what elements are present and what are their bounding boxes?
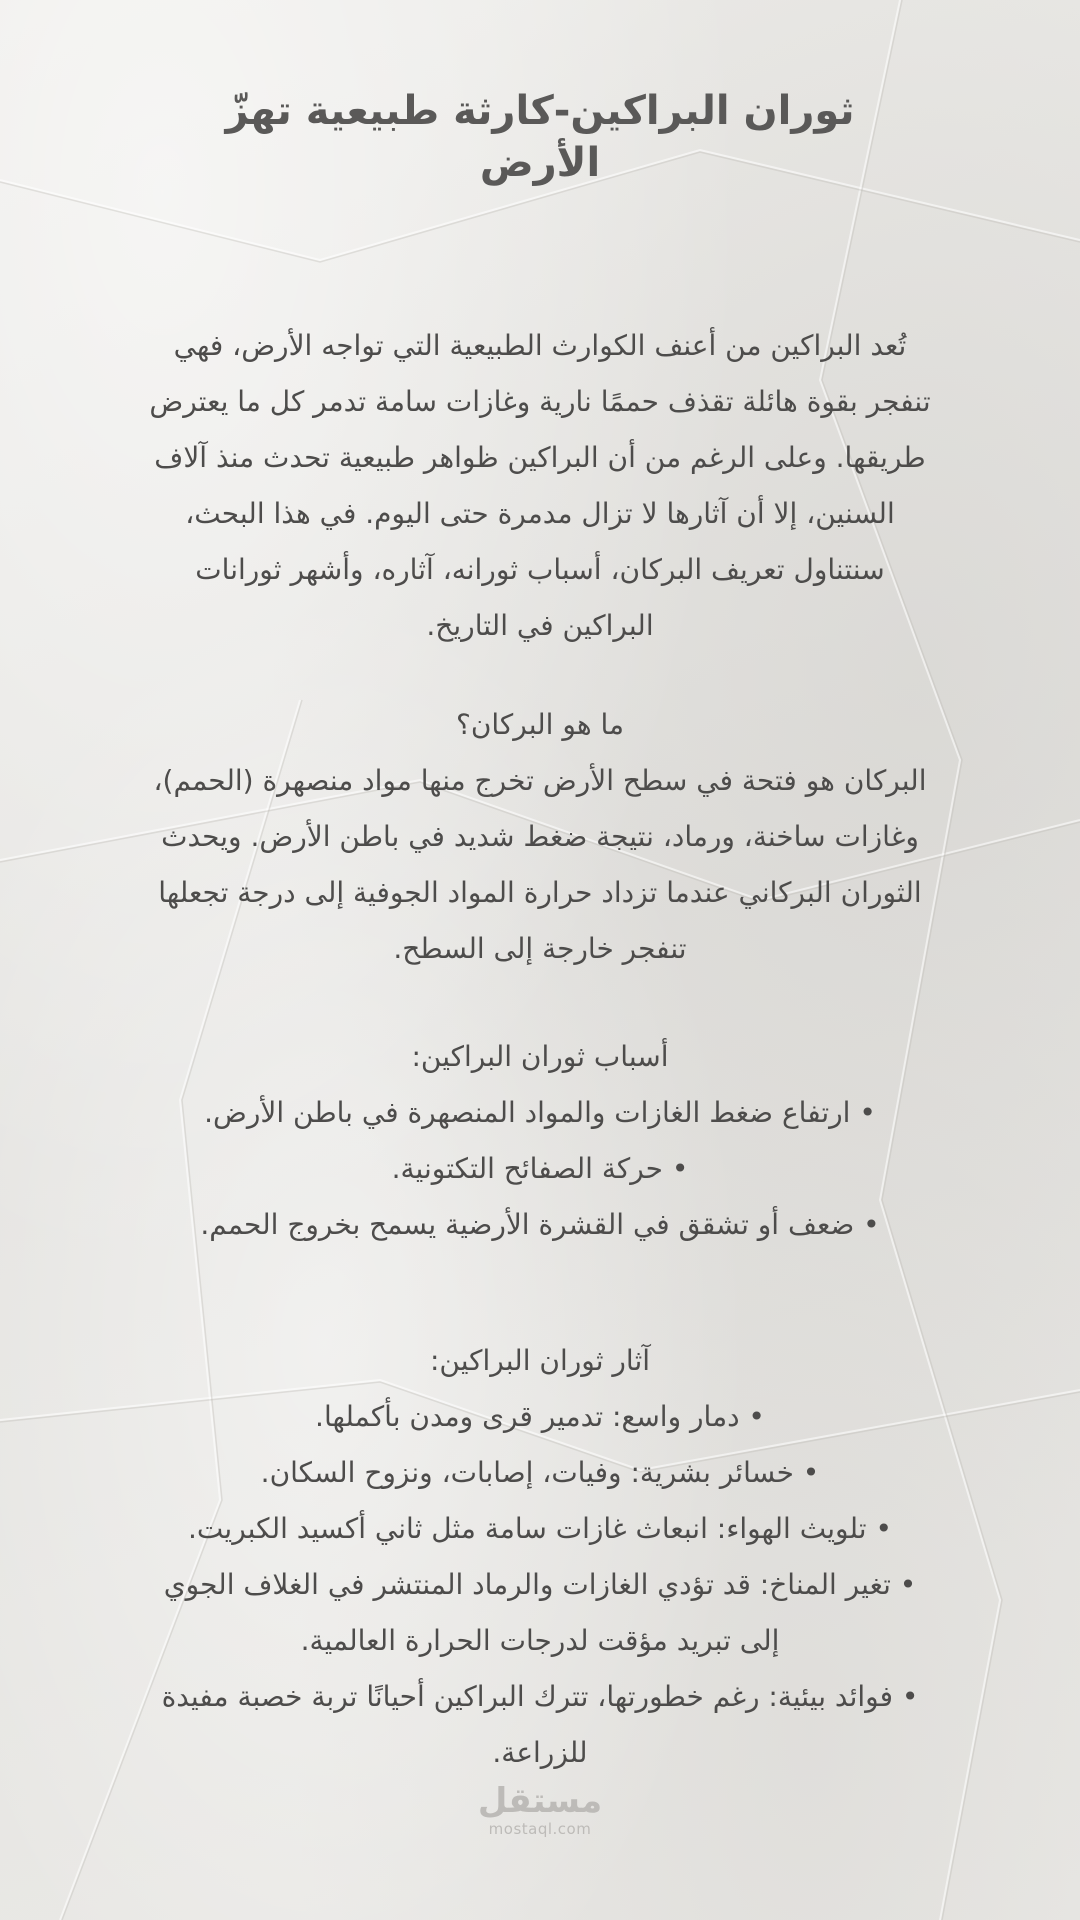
watermark-latin: mostaql.com	[488, 1820, 592, 1838]
definition-line: وغازات ساخنة، ورماد، نتيجة ضغط شديد في باطن الأرض. ويحدث	[161, 820, 919, 853]
intro-line: طريقها. وعلى الرغم من أن البراكين ظواهر طبيعية تحدث منذ آلاف	[154, 441, 926, 474]
intro-line: تنفجر بقوة هائلة تقذف حممًا نارية وغازات سامة تدمر كل ما يعترض	[149, 385, 931, 418]
definition-heading: ما هو البركان؟	[455, 708, 625, 741]
causes-heading: أسباب ثوران البراكين:	[411, 1040, 669, 1073]
intro-line: البراكين في التاريخ.	[426, 609, 654, 642]
definition-line: الثوران البركاني عندما تزداد حرارة المواد الجوفية إلى درجة تجعلها	[158, 876, 922, 909]
effects-list-item: • دمار واسع: تدمير قرى ومدن بأكملها.	[315, 1400, 765, 1433]
definition-line: البركان هو فتحة في سطح الأرض تخرج منها مواد منصهرة (الحمم)،	[153, 764, 927, 797]
intro-paragraph	[34, 318, 1046, 654]
causes-list-item: • ضعف أو تشقق في القشرة الأرضية يسمح بخروج الحمم.	[200, 1208, 880, 1241]
title-line: ثوران البراكين-كارثة طبيعية تهزّ	[225, 88, 855, 134]
effects-list-item: للزراعة.	[492, 1736, 588, 1769]
effects-section	[34, 1333, 1046, 1781]
watermark-arabic: مستقل	[477, 1781, 603, 1821]
causes-section	[34, 1029, 1046, 1253]
effects-list-item: • خسائر بشرية: وفيات، إصابات، ونزوح السكان.	[260, 1456, 820, 1489]
article-title	[120, 85, 960, 189]
intro-line: السنين، إلا أن آثارها لا تزال مدمرة حتى اليوم. في هذا البحث،	[185, 497, 895, 530]
intro-line: سنتناول تعريف البركان، أسباب ثورانه، آثاره، وأشهر ثورانات	[195, 553, 885, 586]
effects-list-item: إلى تبريد مؤقت لدرجات الحرارة العالمية.	[300, 1624, 780, 1657]
effects-heading: آثار ثوران البراكين:	[429, 1344, 651, 1377]
causes-list-item: • ارتفاع ضغط الغازات والمواد المنصهرة في باطن الأرض.	[204, 1096, 876, 1129]
definition-section	[34, 697, 1046, 977]
title-line: الأرض	[479, 140, 601, 186]
mostaql-watermark	[460, 1782, 620, 1838]
effects-list-item: • تغير المناخ: قد تؤدي الغازات والرماد المنتشر في الغلاف الجوي	[163, 1568, 917, 1601]
definition-line: تنفجر خارجة إلى السطح.	[393, 932, 687, 965]
effects-list-item: • تلويث الهواء: انبعاث غازات سامة مثل ثاني أكسيد الكبريت.	[188, 1512, 892, 1545]
intro-line: تُعد البراكين من أعنف الكوارث الطبيعية التي تواجه الأرض، فهي	[173, 329, 907, 362]
effects-list-item: • فوائد بيئية: رغم خطورتها، تترك البراكين أحيانًا تربة خصبة مفيدة	[161, 1680, 919, 1713]
causes-list-item: • حركة الصفائح التكتونية.	[391, 1152, 689, 1185]
